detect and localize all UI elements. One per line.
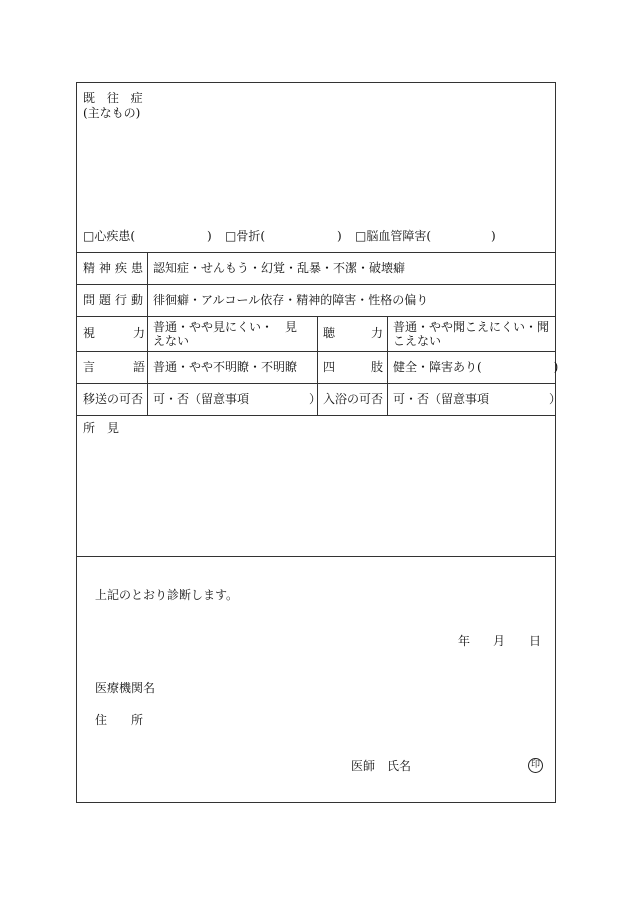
- divider: [77, 351, 555, 352]
- hearing-options[interactable]: こえない: [393, 334, 442, 348]
- date-year-label: 年: [458, 634, 471, 648]
- divider: [77, 415, 555, 416]
- mental-disorder-options[interactable]: 認知症・せんもう・幻覚・乱暴・不潔・破壊癖: [153, 261, 406, 275]
- speech-label: 言: [83, 360, 96, 374]
- vision-label: 力: [133, 326, 146, 340]
- diagnosis-statement: 上記のとおり診断します。: [95, 588, 239, 602]
- date-month-label: 月: [493, 634, 506, 648]
- bathing-options[interactable]: 可・否（留意事項 ）: [393, 392, 562, 406]
- hearing-label: 聴: [323, 326, 336, 340]
- speech-label: 語: [133, 360, 146, 374]
- limbs-label: 肢: [371, 360, 384, 374]
- divider: [77, 556, 555, 557]
- problem-behavior-options[interactable]: 徘徊癖・アルコール依存・精神的障害・性格の偏り: [153, 293, 429, 307]
- history-label: 既 往 症: [83, 91, 147, 105]
- problem-behavior-label: 問題行動: [83, 293, 148, 307]
- divider: [77, 284, 555, 285]
- limbs-options[interactable]: 健全・障害あり( ): [393, 360, 559, 374]
- vision-options[interactable]: 普通・やや見にくい・ 見: [153, 320, 298, 334]
- seal-icon: 印: [528, 758, 543, 773]
- stroke-checkbox[interactable]: □脳血管障害( ): [355, 229, 496, 243]
- heart-disease-checkbox[interactable]: □心疾患( ): [83, 229, 212, 243]
- fracture-checkbox[interactable]: □骨折( ): [225, 229, 342, 243]
- address-label: 住 所: [95, 713, 144, 727]
- hearing-options[interactable]: 普通・やや聞こえにくい・聞: [393, 320, 550, 334]
- divider: [147, 252, 148, 415]
- vision-options[interactable]: えない: [153, 334, 190, 348]
- mental-disorder-label: 精神疾患: [83, 261, 148, 275]
- history-sublabel: (主なもの): [83, 106, 141, 120]
- doctor-name-label: 医師 氏名: [351, 759, 412, 773]
- speech-options[interactable]: 普通・やや不明瞭・不明瞭: [153, 360, 298, 374]
- limbs-label: 四: [323, 360, 336, 374]
- institution-label: 医療機関名: [95, 681, 156, 695]
- divider: [77, 383, 555, 384]
- hearing-label: 力: [371, 326, 384, 340]
- transport-options[interactable]: 可・否（留意事項 ）: [153, 392, 322, 406]
- bathing-label: 入浴の可否: [323, 392, 384, 406]
- date-day-label: 日: [529, 634, 542, 648]
- divider: [387, 316, 388, 415]
- vision-label: 視: [83, 326, 96, 340]
- divider: [77, 316, 555, 317]
- findings-label: 所 見: [83, 421, 120, 435]
- divider: [77, 252, 555, 253]
- medical-certificate-form: [76, 82, 562, 803]
- transport-label: 移送の可否: [83, 392, 144, 406]
